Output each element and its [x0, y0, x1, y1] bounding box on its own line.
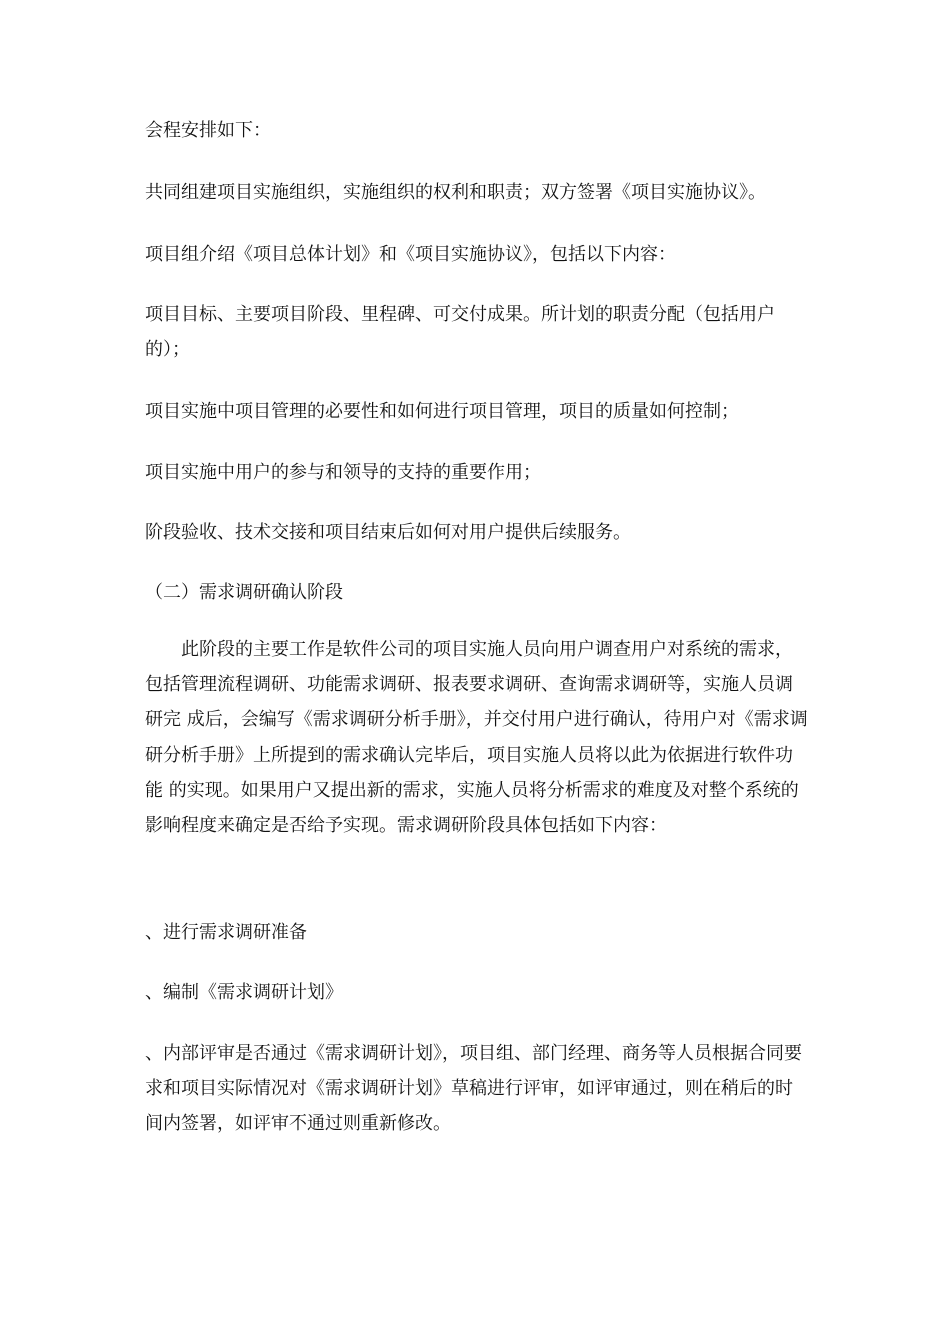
paragraph-project-plan-intro: 项目组介绍《项目总体计划》和《项目实施协议》，包括以下内容： — [145, 244, 676, 265]
list-item-compile-plan: 、编制《需求调研计划》 — [145, 982, 343, 1003]
list-item-internal-review: 、内部评审是否通过《需求调研计划》，项目组、部门经理、商务等人员根据合同要求和项目实际情况对《需求调研计划》草稿进行评审，如评审通过，则在稍后的时间内签署，如评审不通过则重新修改。 — [145, 1043, 802, 1134]
section-heading-requirements: （二）需求调研确认阶段 — [145, 582, 343, 603]
list-item-prepare-research: 、进行需求调研准备 — [145, 922, 307, 943]
paragraph-build-organization: 共同组建项目实施组织，实施组织的权利和职责；双方签署《项目实施协议》。 — [145, 182, 766, 203]
paragraph-user-participation: 项目实施中用户的参与和领导的支持的重要作用； — [145, 462, 541, 483]
paragraph-meeting-schedule: 会程安排如下： — [145, 120, 271, 141]
paragraph-requirements-description: 此阶段的主要工作是软件公司的项目实施人员向用户调查用户对系统的需求，包括管理流程调研、功能需求调研、报表要求调研、查询需求调研等，实施人员调研完 成后，会编写《需求调研分析手册》，并交付用户进行确认，待用户对《需求调研分析手册》上所提到的需求确认完毕后，项目实施人员将以此为依据进行软件功能 的实现。如果用户又提出新的需求，实施人员将分析需求的难度及对整个系统的影响程度来确定是否给予实现。需求调研阶段具体包括如下内容： — [145, 639, 808, 837]
paragraph-acceptance-service: 阶段验收、技术交接和项目结束后如何对用户提供后续服务。 — [145, 522, 631, 543]
paragraph-project-goals: 项目目标、主要项目阶段、里程碑、可交付成果。所计划的职责分配（包括用户的）； — [145, 304, 775, 360]
paragraph-project-management: 项目实施中项目管理的必要性和如何进行项目管理，项目的质量如何控制； — [145, 401, 739, 422]
